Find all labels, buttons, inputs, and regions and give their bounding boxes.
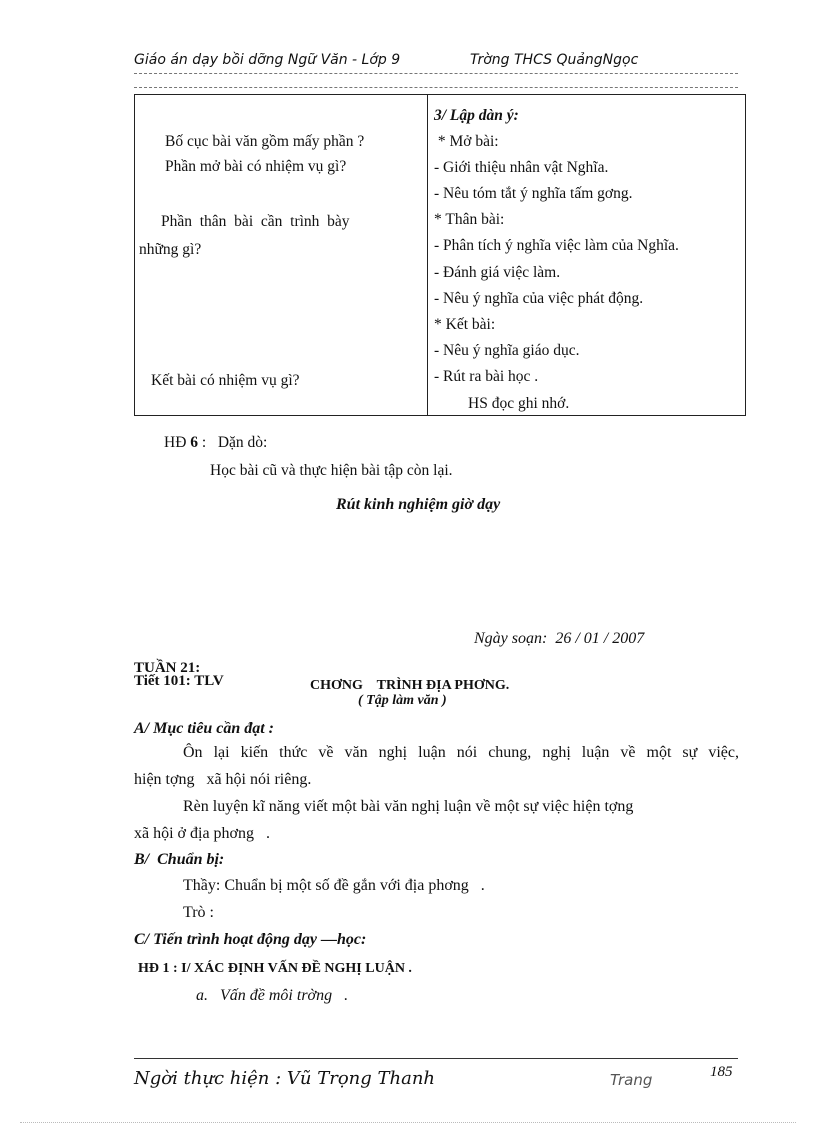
section-b-teacher: Thầy: Chuẩn bị một số đề gắn với địa phơng .	[183, 877, 485, 894]
outline-line: - Nêu tóm tắt ý nghĩa tấm gơng.	[434, 185, 633, 202]
outline-line: - Đánh giá việc làm.	[434, 264, 561, 281]
item-a-label: a.	[196, 987, 208, 1004]
outline-line: - Rút ra bài học .	[434, 368, 539, 385]
question-4: Kết bài có nhiệm vụ gì?	[151, 372, 300, 389]
activity-1-heading: HĐ 1 : I/ XÁC ĐỊNH VẤN ĐỀ NGHỊ LUẬN .	[138, 961, 412, 976]
outline-intro-label: * Mở bài:	[434, 133, 499, 150]
section-a-paragraph-1-cont: hiện tợng xã hội nói riêng.	[134, 771, 312, 788]
section-a-paragraph-1: Ôn lại kiến thức về văn nghị luận nói chung, nghị luận về một sự việc,	[183, 744, 739, 761]
date-value: 26 / 01 / 2007	[555, 630, 645, 647]
section-b-student: Trò :	[183, 904, 214, 921]
section-b-heading: B/ Chuẩn bị:	[134, 851, 225, 868]
footer-divider	[134, 1058, 738, 1059]
outline-line: - Phân tích ý nghĩa việc làm của Nghĩa.	[434, 237, 679, 254]
outline-line: - Giới thiệu nhân vật Nghĩa.	[434, 159, 609, 176]
activity-6-colon: :	[198, 434, 207, 451]
header-school-name: Trờng THCS QuảngNgọc	[470, 52, 639, 68]
week-label: TUẦN 21:	[134, 660, 201, 676]
item-a-text: Vấn đề môi trờng .	[220, 987, 349, 1004]
question-3-cont: những gì?	[139, 241, 202, 258]
item-a	[196, 987, 348, 1005]
question-1: Bố cục bài văn gồm mấy phần ?	[165, 133, 365, 150]
section-a-paragraph-2-cont: xã hội ở địa phơng .	[134, 825, 271, 842]
header-divider-lower	[134, 87, 738, 88]
lesson-title: CHƠNG TRÌNH ĐỊA PHƠNG.	[310, 678, 510, 693]
section-c-heading: C/ Tiến trình hoạt động dạy —học:	[134, 931, 367, 948]
activity-6-number: 6	[190, 434, 199, 451]
header-divider	[134, 73, 738, 74]
footer-author: Ngời thực hiện : Vũ Trọng Thanh	[134, 1068, 436, 1089]
header-school-info: Giáo án dạy bồi dỡng Ngữ Văn - Lớp 9	[134, 52, 401, 68]
outline-body-label: * Thân bài:	[434, 211, 505, 228]
question-2: Phần mở bài có nhiệm vụ gì?	[165, 158, 347, 175]
question-3: Phần thân bài cần trình bày	[161, 213, 350, 230]
date-label: Ngày soạn:	[474, 630, 548, 647]
footer-page-label: Trang	[610, 1071, 653, 1089]
lesson-subtitle: ( Tập làm văn )	[358, 693, 447, 708]
activity-6-title: Dặn dò:	[217, 434, 268, 451]
answers-column	[428, 95, 746, 416]
outline-note: HS đọc ghi nhớ.	[468, 395, 570, 412]
questions-column	[135, 95, 428, 416]
outline-heading: 3/ Lập dàn ý:	[434, 107, 519, 124]
outline-line: - Nêu ý nghĩa giáo dục.	[434, 342, 580, 359]
activity-6-heading	[164, 434, 267, 452]
footer-page-number: 185	[710, 1064, 733, 1080]
section-a-paragraph-2: Rèn luyện kĩ năng viết một bài văn nghị luận về một sự việc hiện tợng	[183, 798, 634, 815]
period-label: Tiết 101: TLV	[134, 673, 224, 689]
outline-table	[134, 94, 746, 416]
outline-line: - Nêu ý nghĩa của việc phát động.	[434, 290, 644, 307]
activity-6-label: HĐ	[164, 434, 187, 451]
reflection-heading: Rút kinh nghiệm giờ dạy	[336, 496, 501, 513]
section-a-heading: A/ Mục tiêu cần đạt :	[134, 720, 275, 737]
outline-conclusion-label: * Kết bài:	[434, 316, 496, 333]
date-line	[474, 630, 644, 648]
activity-6-body: Học bài cũ và thực hiện bài tập còn lại.	[210, 462, 453, 479]
